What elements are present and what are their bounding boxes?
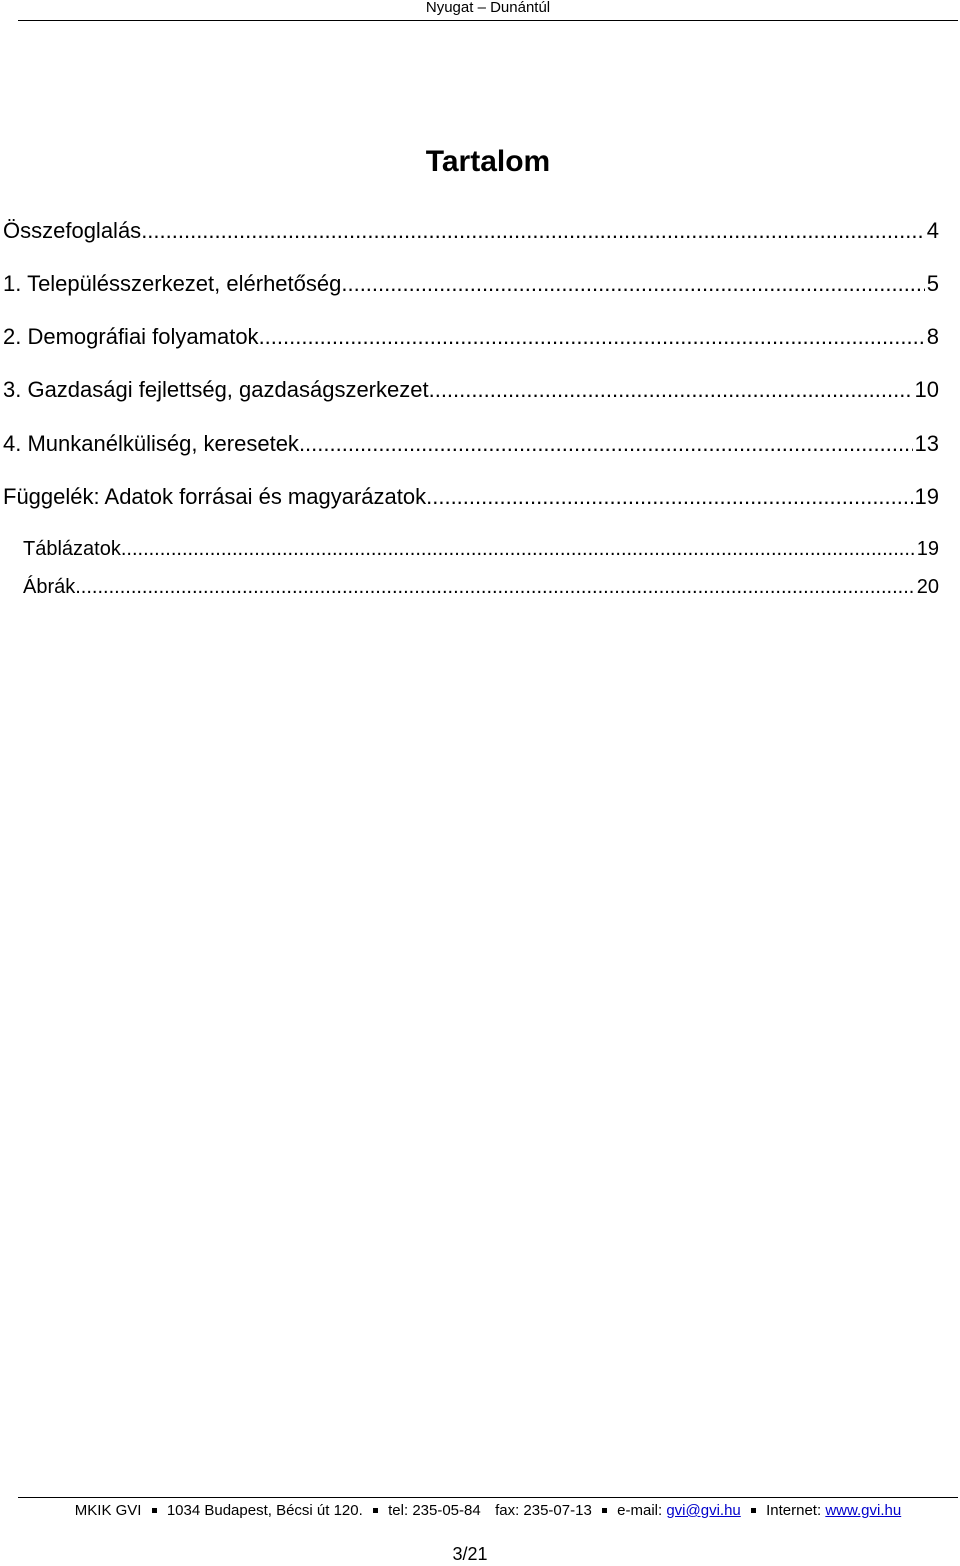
toc-entry-munkanelkuliseg[interactable]	[3, 430, 939, 458]
toc-leader-dots	[141, 217, 925, 245]
page-number: 3/21	[452, 1544, 488, 1564]
toc-entry-page: 8	[926, 324, 939, 349]
toc-entry-fuggelek[interactable]	[3, 483, 939, 511]
toc-entry-label: 4. Munkanélküliség, keresetek	[3, 431, 299, 456]
toc-entry-label: Táblázatok	[23, 538, 121, 560]
toc-entry-label: 1. Településszerkezet, elérhetőség	[3, 271, 342, 296]
toc-entry-page: 19	[914, 484, 939, 509]
toc-entry-label: Függelék: Adatok forrásai és magyarázatok	[3, 484, 427, 509]
toc-entry-label: 3. Gazdasági fejlettség, gazdaságszerkezet	[3, 377, 429, 402]
toc-leader-dots	[259, 323, 925, 351]
toc-entry-tablazatok[interactable]	[23, 536, 939, 562]
footer-address: 1034 Budapest, Bécsi út 120.	[166, 1502, 363, 1519]
toc-entry-page: 10	[914, 377, 939, 402]
toc-entry-osszefoglalas[interactable]	[3, 217, 939, 245]
footer-email-link[interactable]: gvi@gvi.hu	[666, 1502, 741, 1519]
toc-leader-dots	[429, 376, 913, 404]
footer-tel: tel: 235-05-84	[388, 1502, 481, 1519]
page-footer	[18, 1497, 958, 1523]
toc-entry-demografiai[interactable]	[3, 323, 939, 351]
toc-entry-page: 20	[916, 576, 939, 598]
toc-entry-abrak[interactable]	[23, 574, 939, 600]
bullet-separator-icon	[602, 1508, 607, 1513]
header-text: Nyugat – Dunántúl	[425, 0, 551, 16]
footer-org: MKIK GVI	[74, 1502, 142, 1519]
toc-leader-dots	[75, 574, 915, 600]
toc-entry-gazdasagi[interactable]	[3, 376, 939, 404]
footer-internet-label: Internet:	[766, 1502, 822, 1519]
footer-email-label: e-mail:	[617, 1502, 663, 1519]
toc-leader-dots	[299, 430, 913, 458]
bullet-separator-icon	[373, 1508, 378, 1513]
toc-entry-page: 13	[914, 431, 939, 456]
bullet-separator-icon	[751, 1508, 756, 1513]
toc-entry-label: Összefoglalás	[3, 218, 142, 243]
toc-entry-label: 2. Demográfiai folyamatok	[3, 324, 259, 349]
toc-entry-page: 5	[926, 271, 939, 296]
toc-entry-page: 19	[916, 538, 939, 560]
toc-entry-label: Ábrák	[23, 576, 76, 598]
toc-leader-dots	[426, 483, 912, 511]
footer-fax: fax: 235-07-13	[495, 1502, 592, 1519]
toc-title: Tartalom	[425, 145, 551, 178]
footer-website-link[interactable]: www.gvi.hu	[825, 1502, 902, 1519]
bullet-separator-icon	[152, 1508, 157, 1513]
toc-leader-dots	[341, 270, 924, 298]
page-header	[18, 0, 958, 21]
toc-entry-page: 4	[926, 218, 939, 243]
toc-leader-dots	[121, 536, 915, 562]
toc-entry-telepulesszerkezet[interactable]	[3, 270, 939, 298]
